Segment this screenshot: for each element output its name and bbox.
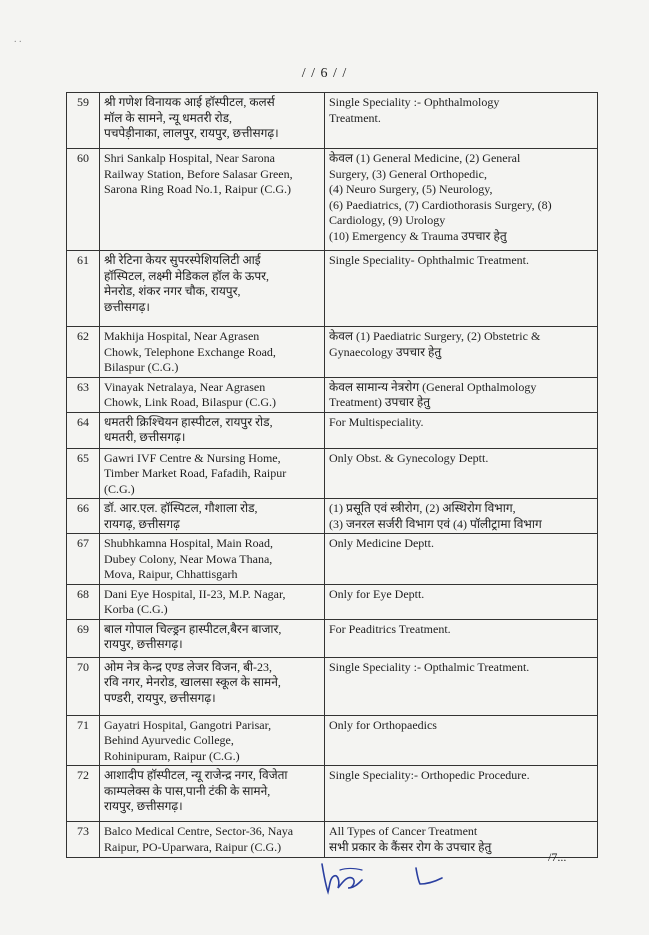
hospital-address [100,657,325,715]
speciality [325,619,598,657]
hospital-address [100,766,325,822]
page-number: / / 6 / / [301,66,348,81]
speciality [325,499,598,534]
table-row [67,412,598,448]
hospital-address-line: श्री गणेश विनायक आई हॉस्पीटल, कलर्स [104,95,275,109]
hospital-address-line: (C.G.) [104,481,135,496]
speciality [325,534,598,585]
hospital-address [100,448,325,499]
hospital-address [100,251,325,327]
hospital-address-line: Makhija Hospital, Near Agrasen [104,329,260,343]
speciality-line: (3) जनरल सर्जरी विभाग एवं (4) पॉलीट्रामा विभाग [329,516,542,531]
hospital-address-line: पण्डरी, रायपुर, छत्तीसगढ़। [104,690,216,705]
speciality [325,448,598,499]
speciality [325,149,598,251]
hospital-address-line: Railway Station, Before Salasar Green, [104,166,293,181]
hospital-address-line: Rohinipuram, Raipur (C.G.) [104,748,240,763]
hospital-address-line: Dani Eye Hospital, II-23, M.P. Nagar, [104,586,286,601]
speciality-line: केवल (1) General Medicine, (2) General [329,151,521,165]
serial-number: 66 [67,499,100,534]
hospital-address-line: मॉल के सामने, न्यू धमतरी रोड, [104,110,233,125]
speciality [325,327,598,378]
speciality-line: For Multispeciality. [329,414,424,429]
hospital-address-line: Raipur, PO-Uparwara, Raipur (C.G.) [104,839,282,854]
serial-number: 64 [67,412,100,448]
hospital-address-line: काम्पलेक्स के पास,पानी टंकी के सामने, [104,783,271,798]
speciality-line: For Peaditrics Treatment. [329,621,451,636]
hospital-address [100,822,325,858]
hospital-address [100,715,325,766]
hospital-address-line: बाल गोपाल चिल्ड्रन हास्पीटल,बैरन बाजार, [104,621,282,636]
hospital-address-line: आशादीप हॉस्पीटल, न्यू राजेन्द्र नगर, विजेता [104,768,288,782]
hospital-address-line: Mova, Raipur, Chhattisgarh [104,567,238,581]
hospital-address [100,412,325,448]
speciality-line: Only for Orthopaedics [329,717,437,732]
speciality-line: Surgery, (3) General Orthopedic, [329,166,487,181]
hospital-register-table [66,92,598,858]
hospital-address-line: धमतरी क्रिश्चियन हास्पीटल, रायपुर रोड, [104,414,273,429]
speciality-line: Single Speciality :- Ophthalmology [329,95,500,109]
hospital-address [100,377,325,412]
hospital-address-line: धमतरी, छत्तीसगढ़। [104,430,186,444]
speciality-line: Treatment) उपचार हेतु [329,395,431,409]
hospital-address [100,619,325,657]
serial-number: 63 [67,377,100,412]
hospital-address [100,327,325,378]
speciality-line: केवल सामान्य नेत्ररोग (General Opthalmology [329,379,537,394]
speciality-line: Treatment. [329,110,381,125]
speciality [325,657,598,715]
hospital-address [100,499,325,534]
hospital-address-line: Shri Sankalp Hospital, Near Sarona [104,151,275,165]
hospital-address-line: Shubhkamna Hospital, Main Road, [104,536,273,550]
speciality [325,584,598,619]
speciality-line: (1) प्रसूति एवं स्त्रीरोग, (2) अस्थिरोग विभाग, [329,501,516,515]
speciality-line: (6) Paediatrics, (7) Cardiothorasis Surgery, (8) [329,197,552,212]
speciality-line: (4) Neuro Surgery, (5) Neurology, [329,182,493,196]
hospital-address-line: Timber Market Road, Fafadih, Raipur [104,466,287,480]
continuation-marker: /7... [548,850,567,864]
table-row [67,657,598,715]
table-row [67,448,598,499]
hospital-address-line: Chowk, Telephone Exchange Road, [104,344,276,359]
hospital-address-line: छत्तीसगढ़। [104,299,150,314]
serial-number: 70 [67,657,100,715]
speciality-line: केवल (1) Paediatric Surgery, (2) Obstetric & [329,329,541,343]
serial-number: 67 [67,534,100,585]
speciality [325,766,598,822]
speciality-line: Gynaecology उपचार हेतु [329,344,442,359]
speciality-line: Only for Eye Deptt. [329,586,425,601]
speciality-line: Only Obst. & Gynecology Deptt. [329,450,489,465]
speciality-line: Single Speciality:- Orthopedic Procedure. [329,768,530,782]
corner-marks: . . [14,34,22,45]
hospital-address-line: रायगढ़, छत्तीसगढ़ [104,516,180,531]
serial-number: 60 [67,149,100,251]
serial-number: 59 [67,93,100,149]
serial-number: 73 [67,822,100,858]
table-row [67,534,598,585]
initial-mark [412,866,446,888]
speciality-line: सभी प्रकार के कैंसर रोग के उपचार हेतु [329,839,492,854]
hospital-address-line: Behind Ayurvedic College, [104,733,234,747]
table-row [67,715,598,766]
hospital-address-line: Bilaspur (C.G.) [104,360,179,374]
hospital-address-line: Vinayak Netralaya, Near Agrasen [104,379,266,394]
speciality [325,412,598,448]
hospital-address-line: श्री रेटिना केयर सुपरस्पेशियलिटी आई [104,253,261,267]
serial-number: 71 [67,715,100,766]
speciality-line: Single Speciality- Ophthalmic Treatment. [329,253,529,267]
serial-number: 65 [67,448,100,499]
hospital-address-line: डॉ. आर.एल. हॉस्पिटल, गौशाला रोड, [104,501,258,515]
hospital-address-line: Balco Medical Centre, Sector-36, Naya [104,824,294,838]
hospital-address-line: Korba (C.G.) [104,602,168,616]
speciality [325,93,598,149]
hospital-address-line: रवि नगर, मेनरोड, खालसा स्कूल के सामने, [104,675,281,689]
hospital-address-line: Chowk, Link Road, Bilaspur (C.G.) [104,395,276,409]
table-body [67,93,598,858]
serial-number: 72 [67,766,100,822]
table-row [67,619,598,657]
speciality-line: Single Speciality :- Opthalmic Treatment. [329,659,530,674]
table-row [67,822,598,858]
speciality [325,715,598,766]
speciality-line: All Types of Cancer Treatment [329,824,478,838]
speciality [325,251,598,327]
serial-number: 61 [67,251,100,327]
serial-number: 62 [67,327,100,378]
serial-number: 68 [67,584,100,619]
table-row [67,251,598,327]
hospital-address-line: हॉस्पिटल, लक्ष्मी मेडिकल हॉल के ऊपर, [104,268,270,283]
hospital-address [100,93,325,149]
hospital-address-line: रायपुर, छत्तीसगढ़। [104,799,183,813]
table-row [67,499,598,534]
signature [318,858,366,898]
hospital-address-line: रायपुर, छत्तीसगढ़। [104,637,183,651]
serial-number: 69 [67,619,100,657]
speciality [325,377,598,412]
table-row [67,327,598,378]
table-row [67,377,598,412]
speciality-line: (10) Emergency & Trauma उपचार हेतु [329,228,507,243]
hospital-address-line: Gayatri Hospital, Gangotri Parisar, [104,717,272,732]
hospital-address-line: Sarona Ring Road No.1, Raipur (C.G.) [104,182,291,196]
table-row [67,766,598,822]
hospital-address-line: Gawri IVF Centre & Nursing Home, [104,450,281,465]
hospital-address [100,584,325,619]
speciality-line: Only Medicine Deptt. [329,536,434,550]
hospital-address-line: ओम नेत्र केन्द्र एण्ड लेजर विजन, बी-23, [104,659,273,674]
hospital-address-line: Dubey Colony, Near Mowa Thana, [104,551,273,566]
hospital-address-line: मेनरोड, शंकर नगर चौक, रायपुर, [104,284,241,298]
speciality-line: Cardiology, (9) Urology [329,213,446,227]
hospital-address [100,534,325,585]
table-row [67,149,598,251]
hospital-address-line: पचपेड़ीनाका, लालपुर, रायपुर, छत्तीसगढ़। [104,126,279,140]
table-row [67,93,598,149]
table-row [67,584,598,619]
hospital-address [100,149,325,251]
